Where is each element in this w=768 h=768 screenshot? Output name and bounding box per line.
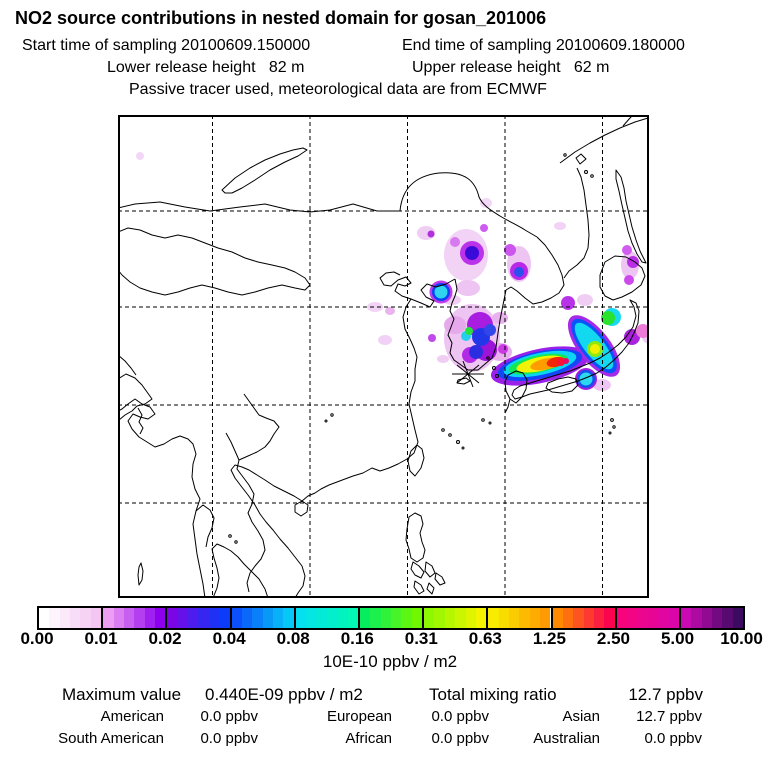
coastline-path (231, 465, 305, 598)
colorbar-tick-label: 5.00 (660, 629, 695, 648)
contour-blob (514, 267, 524, 277)
colorbar-tick-label: 0.08 (276, 629, 310, 648)
colorbar-step (114, 608, 124, 628)
coastline-path (564, 168, 589, 278)
colorbar-step (70, 608, 80, 628)
colorbar-step (594, 608, 604, 628)
contour-blob (465, 327, 473, 335)
colorbar-segment (101, 608, 165, 628)
island-dot (611, 419, 614, 422)
region-value: 0.0 ppbv (200, 708, 258, 725)
page-title: NO2 source contributions in nested domain for gosan_201006 (15, 8, 547, 28)
coastline-path (118, 228, 310, 295)
colorbar-step (91, 608, 101, 628)
island-dot (493, 367, 496, 370)
colorbar-step (49, 608, 59, 628)
colorbar-step (348, 608, 358, 628)
colorbar-segment (165, 608, 229, 628)
colorbar-segment (551, 608, 615, 628)
contour-blob (554, 222, 566, 230)
colorbar-step (219, 608, 229, 628)
colorbar-step (316, 608, 326, 628)
colorbar-step (145, 608, 155, 628)
colorbar-step (668, 608, 678, 628)
colorbar-tick-label: 1.25 (532, 629, 566, 648)
colorbar-step (306, 608, 316, 628)
coastline-path (138, 408, 143, 434)
colorbar-segment (294, 608, 358, 628)
contour-blob (450, 237, 460, 247)
coastline-path (400, 173, 537, 237)
contour-blob (437, 355, 449, 363)
coastline-path (505, 399, 510, 413)
region-label: Australian (533, 730, 600, 747)
island-dot (457, 441, 460, 444)
colorbar-segment (486, 608, 550, 628)
colorbar-step (445, 608, 455, 628)
coastline-path (576, 154, 586, 164)
colorbar-step (391, 608, 401, 628)
contour-blob (577, 294, 593, 306)
colorbar-step (519, 608, 529, 628)
colorbar-segment (679, 608, 743, 628)
total-mixing-ratio-label: Total mixing ratio (429, 685, 557, 704)
colorbar-step (296, 608, 306, 628)
island-dot (442, 429, 445, 432)
colorbar-segment (358, 608, 422, 628)
colorbar-step (733, 608, 743, 628)
region-value: 0.0 ppbv (431, 730, 489, 747)
colorbar-step (412, 608, 422, 628)
colorbar-step (584, 608, 594, 628)
region-label: African (345, 730, 392, 747)
contour-blob (627, 256, 639, 268)
colorbar-step (337, 608, 347, 628)
lower-release-label: Lower release height 82 m (107, 59, 305, 76)
coastline-path (411, 562, 445, 594)
colorbar-step (476, 608, 486, 628)
colorbar-tick-label: 0.31 (404, 629, 438, 648)
total-mixing-ratio-value: 12.7 ppbv (628, 685, 703, 704)
colorbar-step (188, 608, 198, 628)
region-value: 0.0 ppbv (431, 708, 489, 725)
colorbar-tick-label: 0.02 (148, 629, 182, 648)
contour-blob (622, 245, 632, 255)
colorbar-step (370, 608, 380, 628)
region-label: European (326, 708, 392, 725)
colorbar-step (488, 608, 498, 628)
coastline-path (196, 505, 214, 547)
colorbar-step (327, 608, 337, 628)
region-value: 0.0 ppbv (200, 730, 258, 747)
contour-blob (484, 324, 496, 336)
colorbar-step (232, 608, 242, 628)
contour-blob (428, 334, 436, 342)
contour-blob (580, 373, 593, 386)
colorbar-step (604, 608, 614, 628)
contour-blob (444, 316, 466, 334)
contour-blob (465, 246, 479, 260)
region-label: South American (58, 730, 164, 747)
colorbar-tick-label: 10.00 (720, 629, 763, 648)
colorbar-step (198, 608, 208, 628)
map-canvas (118, 115, 649, 598)
colorbar-tick-label: 0.04 (212, 629, 246, 648)
colorbar-step (499, 608, 509, 628)
upper-release-label: Upper release height 62 m (412, 59, 610, 76)
contour-blob (456, 280, 480, 296)
coastline-path (118, 355, 136, 375)
max-value: 0.440E-09 ppbv / m2 (205, 685, 363, 704)
colorbar-step (167, 608, 177, 628)
island-dot (462, 447, 464, 449)
colorbar-segment (230, 608, 294, 628)
colorbar-step (540, 608, 550, 628)
contour-blob (624, 275, 634, 285)
colorbar-segment (422, 608, 486, 628)
colorbar-step (252, 608, 262, 628)
colorbar-step (658, 608, 668, 628)
region-value: 12.7 ppbv (636, 708, 702, 725)
tracer-note-label: Passive tracer used, meteorological data are from ECMWF (129, 81, 547, 98)
colorbar-step (401, 608, 411, 628)
colorbar-step (209, 608, 219, 628)
contour-blob (601, 311, 615, 325)
colorbar-tick-label: 0.01 (84, 629, 118, 648)
colorbar-step (466, 608, 476, 628)
colorbar-step (155, 608, 165, 628)
colorbar-tick-label: 0.16 (340, 629, 374, 648)
colorbar-step (178, 608, 188, 628)
contour-blob (136, 152, 144, 160)
coastline-path (408, 445, 424, 476)
colorbar-step (455, 608, 465, 628)
coastline-path (239, 394, 279, 460)
colorbar-step (424, 608, 434, 628)
colorbar-step (530, 608, 540, 628)
colorbar-step (553, 608, 563, 628)
colorbar-step (648, 608, 658, 628)
island-dot (235, 541, 237, 543)
coastline-path (118, 374, 152, 420)
island-dot (229, 535, 232, 538)
island-dot (449, 434, 452, 437)
region-label: Asian (562, 708, 600, 725)
coastline-path (560, 118, 648, 163)
coastline-path (406, 513, 425, 562)
island-dot (591, 175, 594, 178)
coastline-path (138, 563, 143, 585)
region-value: 0.0 ppbv (644, 730, 702, 747)
coastline-path (118, 399, 205, 598)
contour-blob (480, 224, 488, 232)
colorbar-step (681, 608, 691, 628)
colorbar-step (509, 608, 519, 628)
coastline-path (222, 148, 307, 193)
colorbar-step (722, 608, 732, 628)
colorbar-step (283, 608, 293, 628)
colorbar-step (273, 608, 283, 628)
island-dot (325, 420, 327, 422)
colorbar-step (637, 608, 647, 628)
contour-blob (498, 344, 508, 354)
colorbar-step (60, 608, 70, 628)
colorbar-unit-label: 10E-10 ppbv / m2 (322, 652, 458, 671)
island-dot (482, 419, 485, 422)
colorbar-tick-label: 0.63 (468, 629, 502, 648)
colorbar-step (434, 608, 444, 628)
end-time-label: End time of sampling 20100609.180000 (402, 37, 685, 54)
coastline-path (302, 299, 418, 501)
coastline-path (212, 544, 268, 598)
island-dot (331, 414, 333, 416)
contour-blob (435, 286, 448, 299)
colorbar-step (39, 608, 49, 628)
colorbar-step (712, 608, 722, 628)
region-label: American (100, 708, 164, 725)
contour-blob (385, 307, 395, 315)
island-dot (609, 432, 611, 434)
colorbar-step (80, 608, 90, 628)
colorbar-step (242, 608, 252, 628)
colorbar-segment (39, 608, 101, 628)
colorbar-step (103, 608, 113, 628)
island-dot (613, 426, 615, 428)
colorbar-tick-label: 0.00 (20, 629, 54, 648)
colorbar (37, 606, 745, 630)
colorbar-step (617, 608, 627, 628)
contour-blob (561, 296, 575, 310)
colorbar-step (360, 608, 370, 628)
island-dot (585, 171, 588, 174)
colorbar-step (134, 608, 144, 628)
colorbar-step (124, 608, 134, 628)
colorbar-step (702, 608, 712, 628)
colorbar-step (381, 608, 391, 628)
island-dot (489, 422, 491, 424)
colorbar-step (573, 608, 583, 628)
colorbar-step (563, 608, 573, 628)
contour-blob (428, 231, 435, 238)
contour-blob (469, 345, 483, 359)
colorbar-step (263, 608, 273, 628)
contour-blob (378, 335, 392, 345)
max-value-label: Maximum value (62, 685, 182, 704)
island-dot (564, 154, 566, 156)
colorbar-tick-label: 2.50 (596, 629, 630, 648)
contour-blob (590, 344, 600, 354)
start-time-label: Start time of sampling 20100609.150000 (22, 37, 311, 54)
colorbar-segment (615, 608, 679, 628)
colorbar-step (627, 608, 637, 628)
colorbar-step (691, 608, 701, 628)
contour-blob (504, 244, 516, 256)
contour-blob (563, 358, 569, 364)
